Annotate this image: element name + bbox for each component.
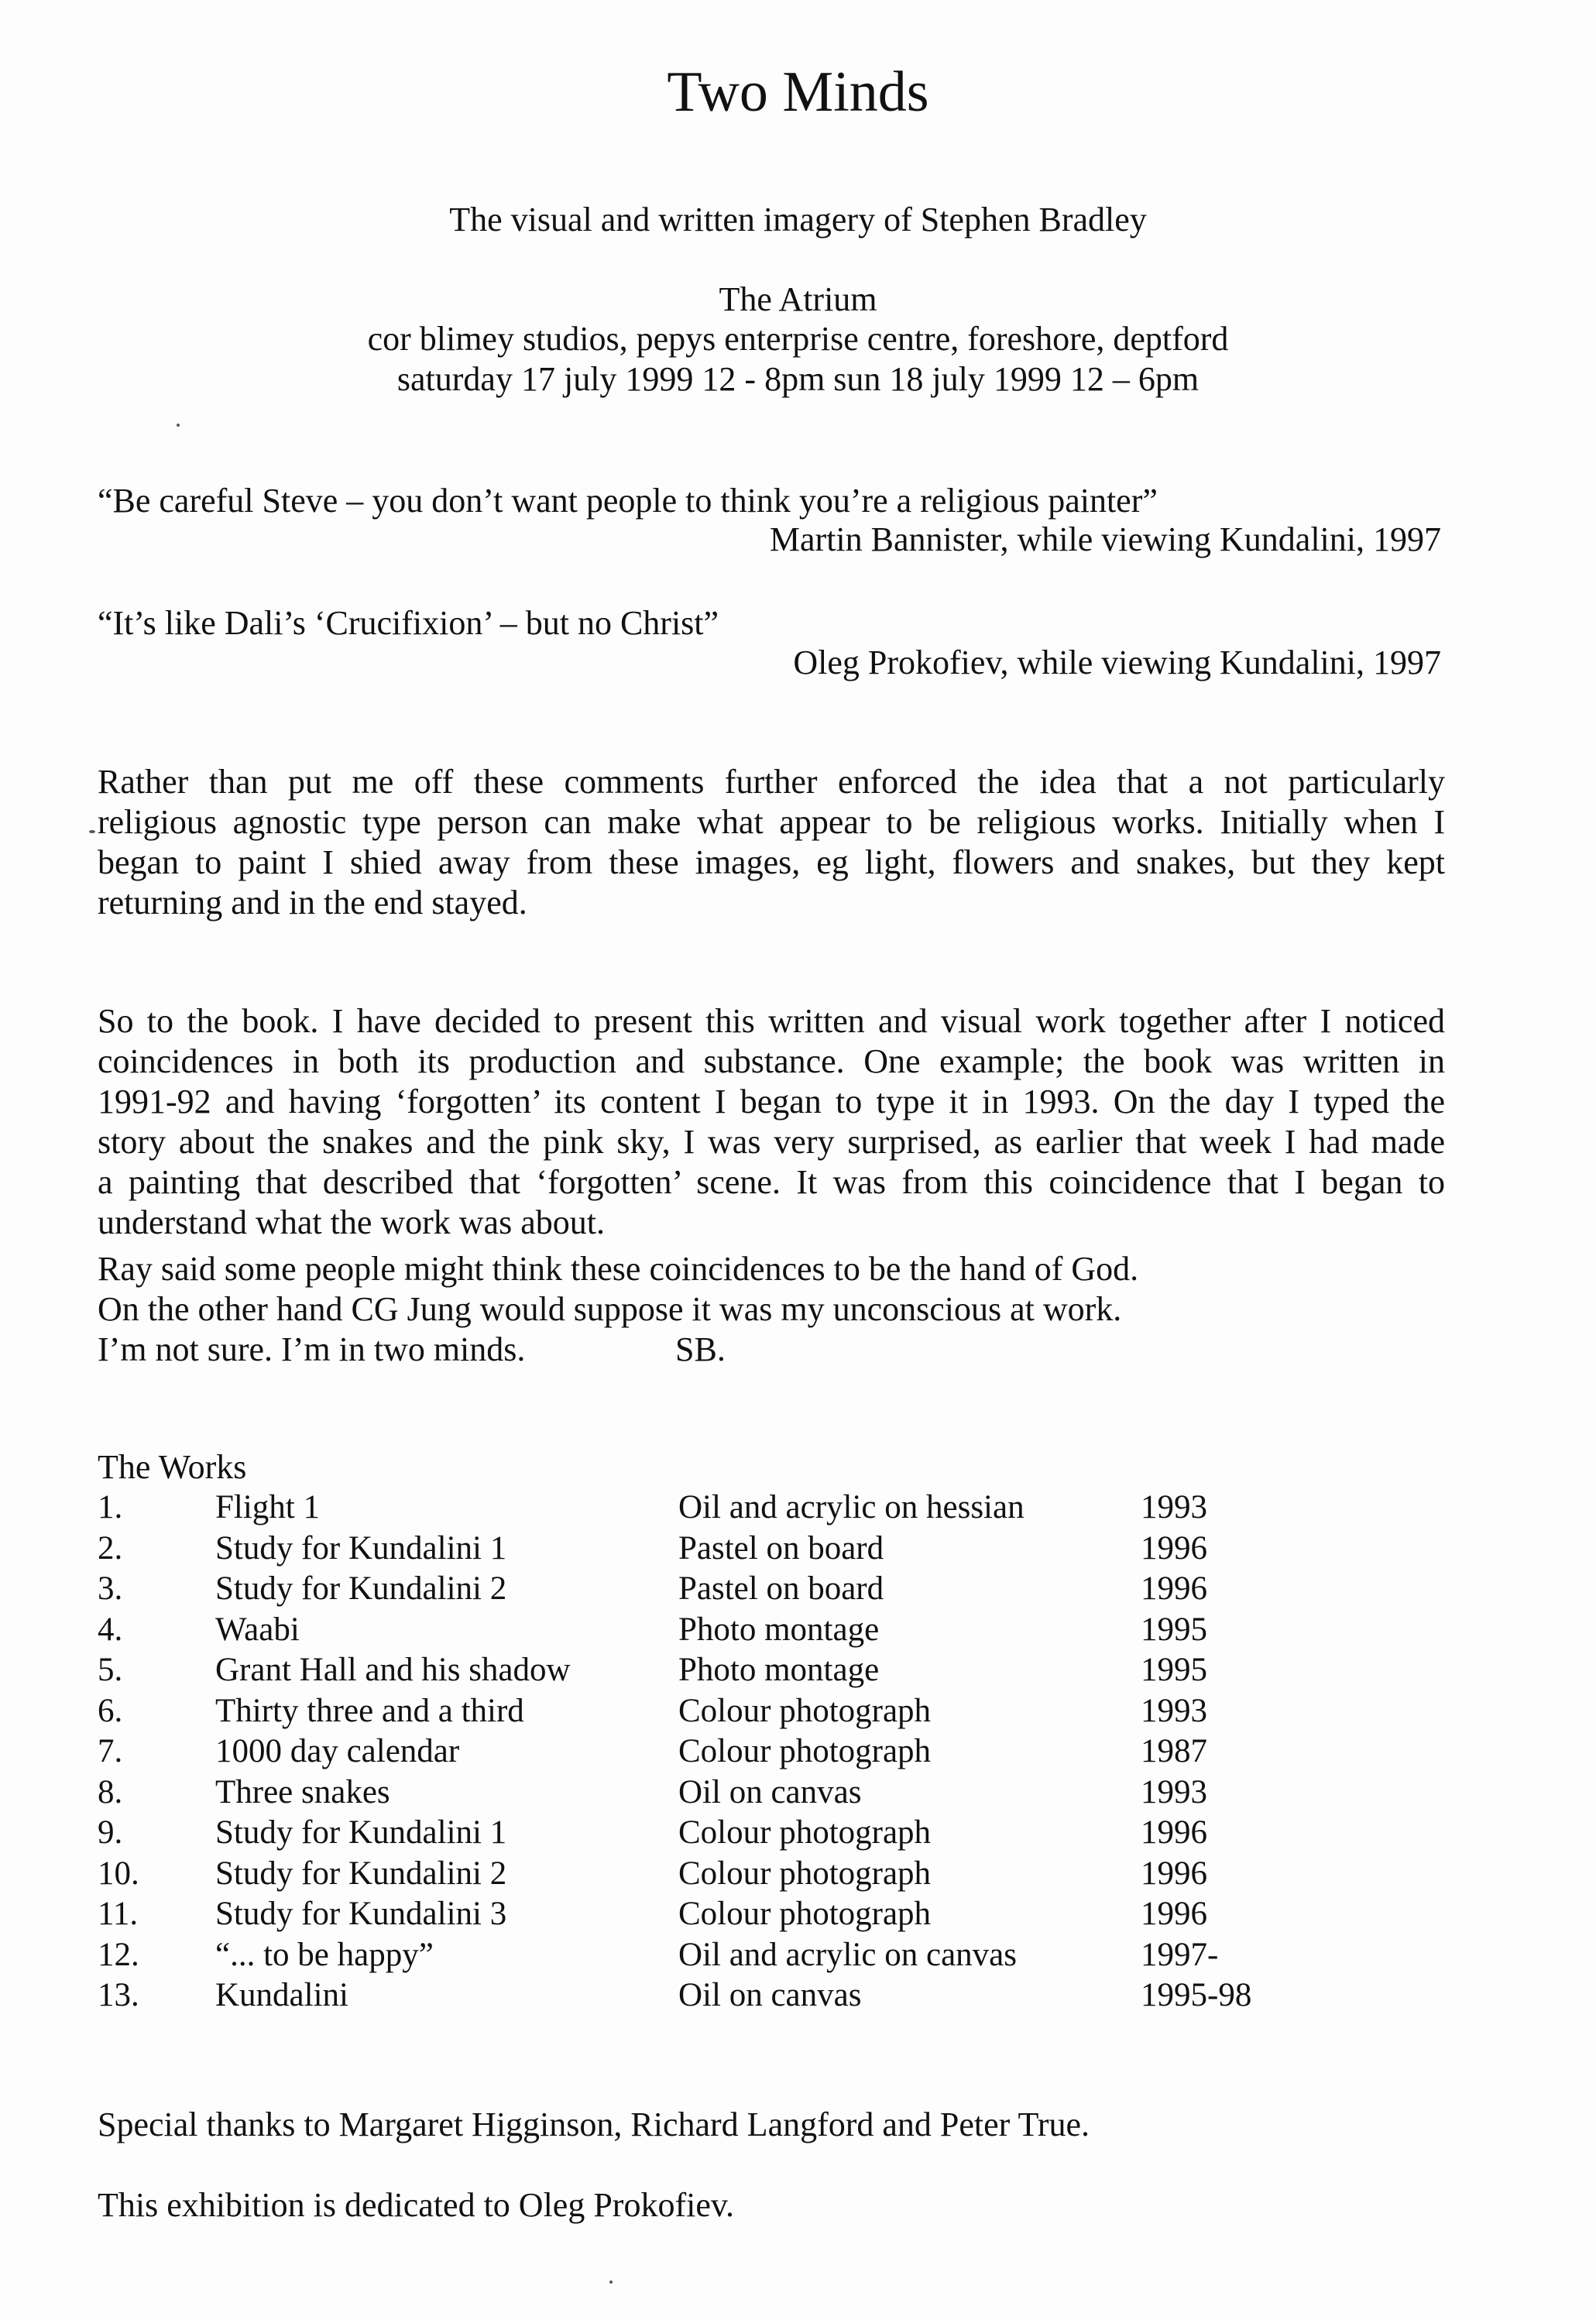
work-number: 6. <box>98 1692 123 1729</box>
work-number: 4. <box>98 1611 123 1648</box>
document-title: Two Minds <box>667 60 929 124</box>
work-medium: Colour photograph <box>678 1896 932 1932</box>
paragraph-line: began to paint I shied away from these images, eg light, flowers and snakes, but they kept <box>98 843 1445 881</box>
signature: SB. <box>675 1330 726 1368</box>
table-row <box>98 1938 1337 1979</box>
works-heading: The Works <box>98 1448 247 1486</box>
work-number: 3. <box>98 1570 123 1607</box>
paragraph-line: story about the snakes and the pink sky, I was very surprised, as earlier that week I had made <box>98 1123 1445 1161</box>
venue-name: The Atrium <box>719 280 877 318</box>
work-title: “... to be happy” <box>215 1936 434 1973</box>
work-year: 1993 <box>1141 1692 1207 1729</box>
work-year: 1997- <box>1141 1936 1219 1973</box>
work-number: 9. <box>98 1814 123 1851</box>
paragraph-line-two-minds: I’m not sure. I’m in two minds. <box>98 1330 526 1368</box>
paragraph-line-jung: On the other hand CG Jung would suppose it was my unconscious at work. <box>98 1290 1122 1328</box>
scan-speck <box>609 2281 613 2284</box>
table-row <box>98 1773 1337 1817</box>
quote-2-attribution: Oleg Prokofiev, while viewing Kundalini, 1997 <box>793 643 1441 681</box>
work-year: 1993 <box>1141 1773 1207 1810</box>
works-table <box>98 1491 1337 2020</box>
venue-address: cor blimey studios, pepys enterprise centre, foreshore, deptford <box>367 320 1229 358</box>
work-medium: Oil on canvas <box>678 1773 862 1810</box>
work-title: Study for Kundalini 2 <box>215 1570 507 1607</box>
paragraph-line: So to the book. I have decided to present this written and visual work together after I noticed <box>98 1002 1445 1040</box>
work-medium: Colour photograph <box>678 1733 932 1769</box>
work-number: 1. <box>98 1489 123 1526</box>
work-year: 1993 <box>1141 1489 1207 1526</box>
work-number: 5. <box>98 1652 123 1688</box>
work-year: 1995 <box>1141 1611 1207 1648</box>
table-row <box>98 1816 1337 1857</box>
table-row <box>98 1491 1337 1532</box>
work-number: 12. <box>98 1936 139 1973</box>
table-row <box>98 1653 1337 1694</box>
work-number: 7. <box>98 1733 123 1769</box>
work-medium: Oil on canvas <box>678 1977 862 2013</box>
work-medium: Photo montage <box>678 1652 880 1688</box>
work-number: 11. <box>98 1896 139 1932</box>
work-medium: Pastel on board <box>678 1529 884 1567</box>
table-row <box>98 1694 1337 1735</box>
scan-speck <box>177 424 180 427</box>
work-year: 1995-98 <box>1141 1977 1252 2013</box>
work-title: Study for Kundalini 1 <box>215 1529 507 1567</box>
work-number: 8. <box>98 1773 123 1810</box>
work-title: Study for Kundalini 2 <box>215 1855 507 1892</box>
work-title: 1000 day calendar <box>215 1733 460 1769</box>
work-year: 1995 <box>1141 1652 1207 1688</box>
table-row <box>98 1979 1337 2020</box>
paragraph-line-ray: Ray said some people might think these coincidences to be the hand of God. <box>98 1250 1139 1288</box>
work-title: Study for Kundalini 3 <box>215 1896 507 1932</box>
table-row <box>98 1613 1337 1654</box>
work-year: 1996 <box>1141 1855 1207 1892</box>
paragraph-line: 1991-92 and having ‘forgotten’ its content I began to type it in 1993. On the day I typed the <box>98 1083 1445 1121</box>
work-title: Grant Hall and his shadow <box>215 1652 571 1688</box>
work-title: Waabi <box>215 1611 300 1648</box>
work-year: 1996 <box>1141 1896 1207 1932</box>
document-subtitle: The visual and written imagery of Stephen Bradley <box>449 201 1147 239</box>
table-row <box>98 1572 1337 1613</box>
work-title: Study for Kundalini 1 <box>215 1814 507 1851</box>
table-row <box>98 1857 1337 1898</box>
work-medium: Pastel on board <box>678 1570 884 1607</box>
work-medium: Oil and acrylic on hessian <box>678 1489 1025 1526</box>
work-medium: Colour photograph <box>678 1692 932 1729</box>
work-number: 13. <box>98 1977 139 2013</box>
paragraph-comments <box>98 762 1445 923</box>
table-row <box>98 1529 1337 1573</box>
work-year: 1996 <box>1141 1570 1207 1607</box>
paragraph-line: returning and in the end stayed. <box>98 884 527 921</box>
work-number: 2. <box>98 1529 123 1567</box>
paragraph-line: coincidences in both its production and substance. One example; the book was written in <box>98 1042 1445 1080</box>
paragraph-book <box>98 1001 1445 1243</box>
quote-1-attribution: Martin Bannister, while viewing Kundalini, 1997 <box>769 520 1441 558</box>
work-title: Thirty three and a third <box>215 1692 524 1729</box>
paragraph-line: understand what the work was about. <box>98 1203 605 1241</box>
work-medium: Oil and acrylic on canvas <box>678 1936 1017 1973</box>
work-medium: Colour photograph <box>678 1855 932 1892</box>
table-row <box>98 1735 1337 1776</box>
paragraph-line: Rather than put me off these comments further enforced the idea that a not particularly <box>98 763 1445 801</box>
work-number: 10. <box>98 1855 139 1892</box>
exhibition-dates: saturday 17 july 1999 12 - 8pm sun 18 july 1999 12 – 6pm <box>396 360 1200 398</box>
work-year: 1996 <box>1141 1529 1207 1567</box>
work-title: Kundalini <box>215 1977 348 2013</box>
dedication-line: This exhibition is dedicated to Oleg Prokofiev. <box>98 2186 734 2224</box>
table-row <box>98 1897 1337 1938</box>
work-title: Flight 1 <box>215 1489 321 1526</box>
work-medium: Colour photograph <box>678 1814 932 1851</box>
paragraph-line: a painting that described that ‘forgotten’ scene. It was from this coincidence that I began to <box>98 1163 1445 1201</box>
work-medium: Photo montage <box>678 1611 880 1648</box>
paragraph-line: religious agnostic type person can make what appear to be religious works. Initially when I <box>98 803 1445 841</box>
thanks-line: Special thanks to Margaret Higginson, Richard Langford and Peter True. <box>98 2106 1090 2143</box>
quote-1-text: “Be careful Steve – you don’t want people to think you’re a religious painter” <box>98 482 1158 520</box>
work-year: 1996 <box>1141 1814 1207 1851</box>
work-title: Three snakes <box>215 1773 390 1810</box>
scan-speck <box>89 830 95 833</box>
work-year: 1987 <box>1141 1733 1207 1769</box>
quote-2-text: “It’s like Dali’s ‘Crucifixion’ – but no Christ” <box>98 604 719 642</box>
